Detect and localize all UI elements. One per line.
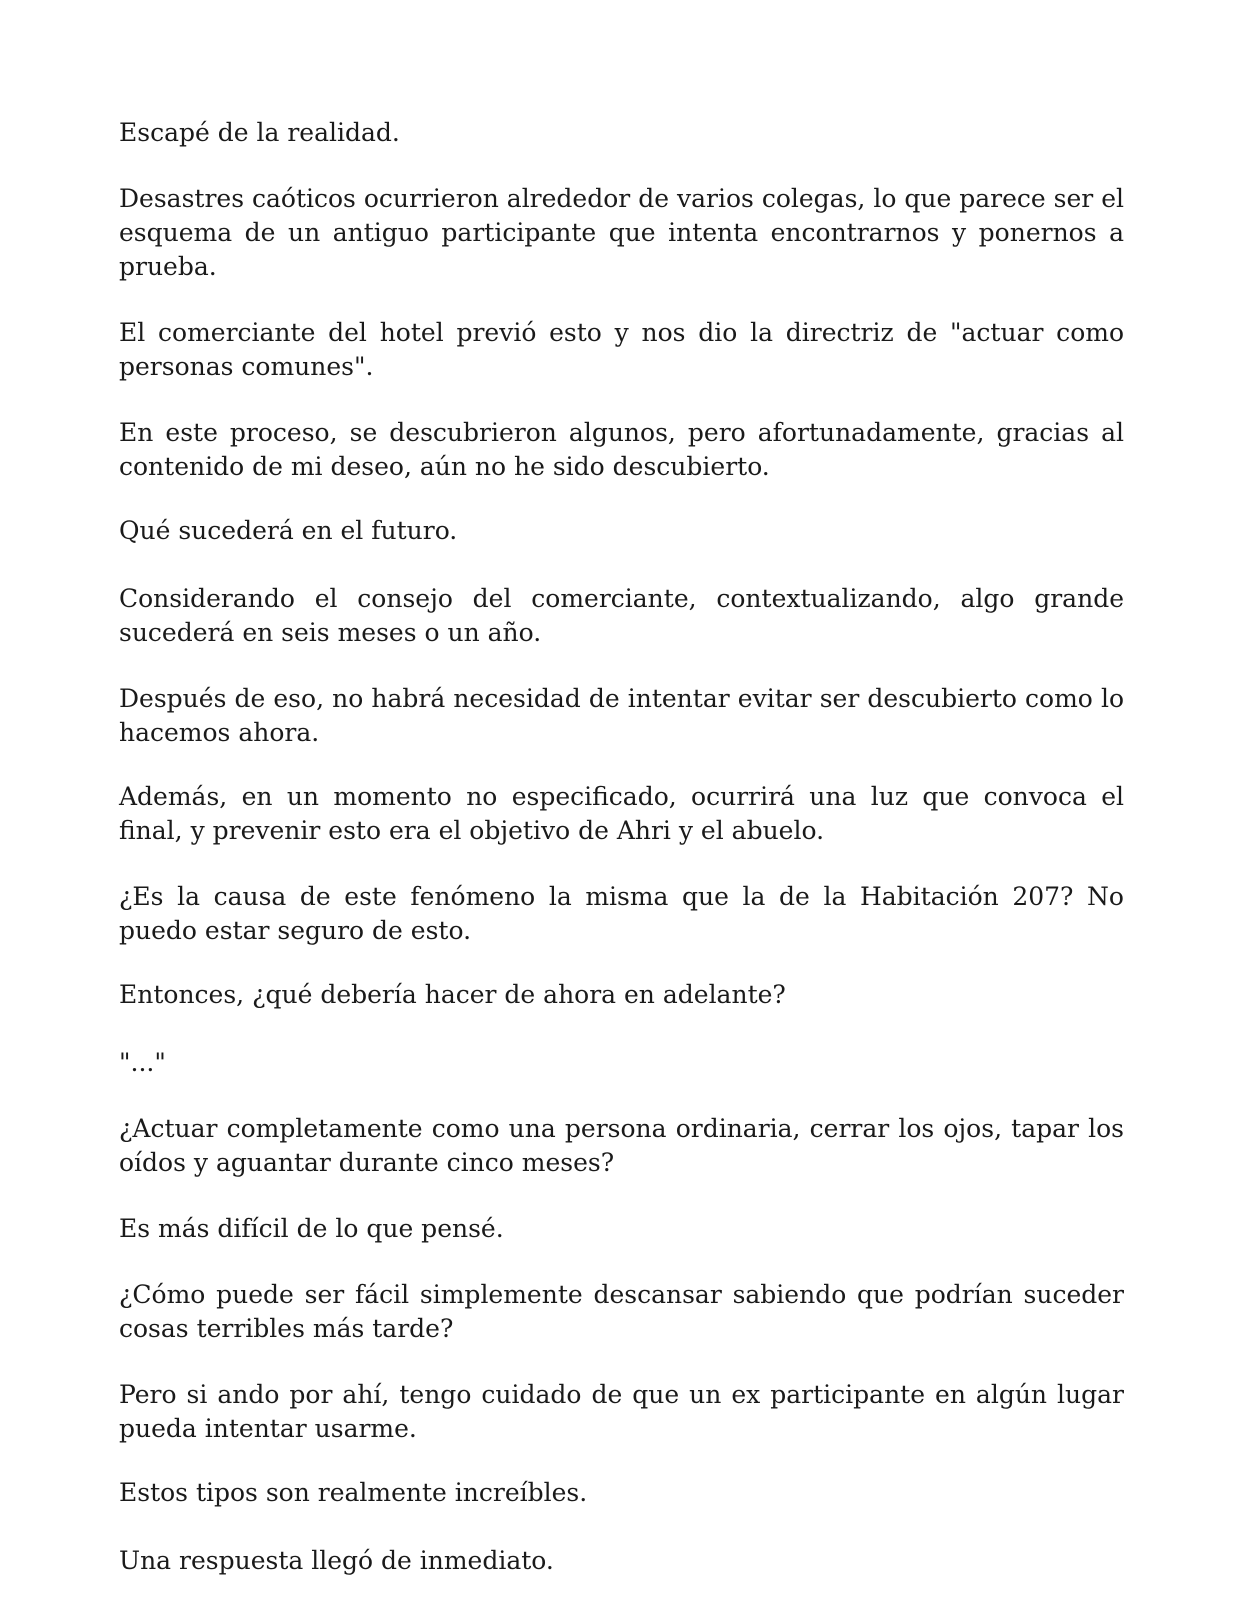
- paragraph-2: Desastres caóticos ocurrieron alrededor de varios colegas, lo que parece ser el esquema de un antiguo participante que intenta encontrarnos y ponernos a prueba.: [119, 184, 1124, 281]
- paragraph-10: Entonces, ¿qué debería hacer de ahora en adelante?: [119, 980, 786, 1009]
- paragraph-7: Después de eso, no habrá necesidad de intentar evitar ser descubierto como lo hacemos ahora.: [119, 684, 1124, 747]
- paragraph-14: ¿Cómo puede ser fácil simplemente descansar sabiendo que podrían suceder cosas terribles más tarde?: [119, 1280, 1124, 1343]
- paragraph-11: "...": [119, 1048, 166, 1077]
- paragraph-15: Pero si ando por ahí, tengo cuidado de que un ex participante en algún lugar pueda intentar usarme.: [119, 1380, 1124, 1443]
- paragraph-4: En este proceso, se descubrieron algunos, pero afortunadamente, gracias al contenido de mi deseo, aún no he sido descubierto.: [119, 418, 1124, 481]
- paragraph-5: Qué sucederá en el futuro.: [119, 516, 458, 545]
- paragraph-17: Una respuesta llegó de inmediato.: [119, 1546, 554, 1575]
- paragraph-8: Además, en un momento no especificado, ocurrirá una luz que convoca el final, y prevenir esto era el objetivo de Ahri y el abuelo.: [119, 782, 1124, 845]
- paragraph-6: Considerando el consejo del comerciante, contextualizando, algo grande sucederá en seis meses o un año.: [119, 584, 1124, 647]
- paragraph-9: ¿Es la causa de este fenómeno la misma que la de la Habitación 207? No puedo estar seguro de esto.: [119, 882, 1124, 945]
- paragraph-1: Escapé de la realidad.: [119, 118, 400, 147]
- paragraph-16: Estos tipos son realmente increíbles.: [119, 1478, 588, 1507]
- paragraph-3: El comerciante del hotel previó esto y nos dio la directriz de "actuar como personas comunes".: [119, 318, 1124, 381]
- paragraph-12: ¿Actuar completamente como una persona ordinaria, cerrar los ojos, tapar los oídos y aguantar durante cinco meses?: [119, 1114, 1124, 1177]
- paragraph-13: Es más difícil de lo que pensé.: [119, 1214, 504, 1243]
